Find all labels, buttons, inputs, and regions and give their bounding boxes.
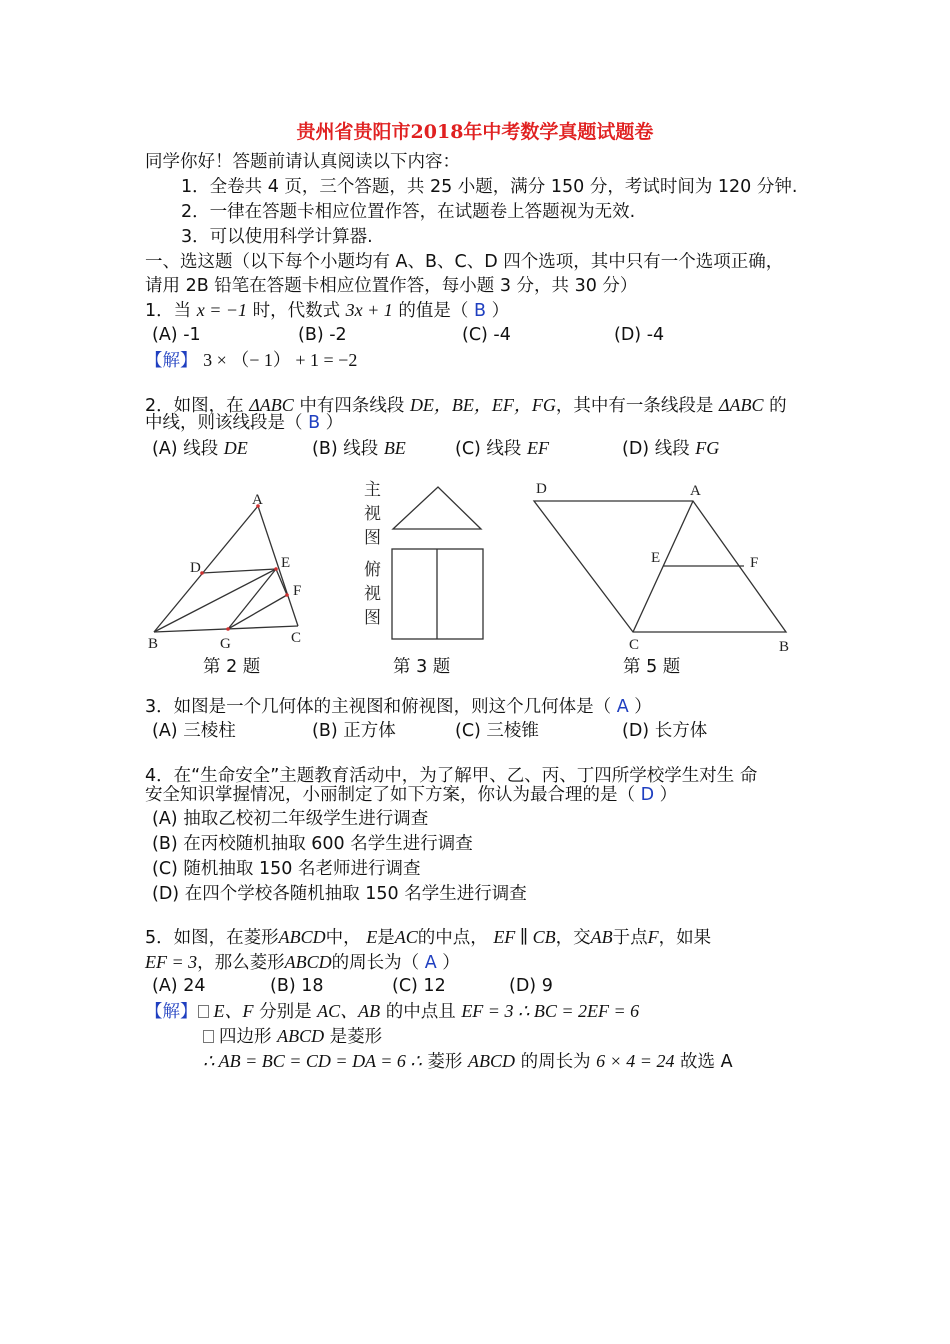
q2-option-c-label: (C) 线段 xyxy=(455,439,522,459)
figure-3 xyxy=(355,475,495,645)
q4-close: ） xyxy=(659,785,678,805)
q5-s2-t1: 四边形 xyxy=(219,1027,272,1047)
q5-solution-label: 【解】 xyxy=(145,1002,198,1022)
intro-greeting: 同学你好！答题前请认真阅读以下内容： xyxy=(145,152,460,172)
q5-s3-t3: 故选 A xyxy=(680,1052,733,1072)
q5-s3-t2: 的周长为 xyxy=(520,1052,591,1072)
q2-end: 的 xyxy=(769,396,787,416)
fig2-seg-be xyxy=(154,569,276,632)
q4-line2: 安全知识掌握情况，小丽制定了如下方案，你认为最合理的是（ xyxy=(145,785,635,805)
q5-s1-math2: AC、AB xyxy=(317,1001,381,1021)
q5-ac: AC xyxy=(394,927,418,947)
q5-ef-cb: EF ∥ CB xyxy=(493,927,556,947)
q3-option-d: (D) 长方体 xyxy=(622,721,708,741)
q2-option-a xyxy=(152,437,248,460)
q5-l1-b: 中， xyxy=(325,928,361,948)
question-5-line1 xyxy=(145,926,711,949)
q1-close: ） xyxy=(491,301,510,321)
q1-answer: B xyxy=(473,301,486,321)
question-3 xyxy=(145,696,652,718)
q3-option-c: (C) 三棱锥 xyxy=(455,721,539,741)
q5-s1-t2: 的中点且 xyxy=(385,1002,456,1022)
fig2-seg-ef xyxy=(276,569,287,595)
q4-option-d: (D) 在四个学校各随机抽取 150 名学生进行调查 xyxy=(152,884,527,904)
figure-5 xyxy=(530,475,800,655)
q4-answer: D xyxy=(640,785,655,805)
fig2-seg-de xyxy=(202,569,276,573)
q5-close: ） xyxy=(442,953,460,973)
fig2-point-g xyxy=(226,627,230,631)
q5-abcd: ABCD xyxy=(278,927,326,947)
missing-glyph-icon xyxy=(203,1030,214,1043)
q5-s3-t1: 菱形 xyxy=(427,1052,463,1072)
q2-answer: B xyxy=(308,413,321,433)
q2-option-b-seg: BE xyxy=(383,438,406,458)
q5-option-b: (B) 18 xyxy=(270,976,324,996)
q1-post: 的值是（ xyxy=(398,301,469,321)
q2-option-a-label: (A) 线段 xyxy=(152,439,219,459)
q5-l1-f: 于点 xyxy=(612,928,648,948)
q2-line2: 中线，则该线段是（ xyxy=(145,413,303,433)
fig2-point-f xyxy=(285,593,289,597)
fig2-label-g: G xyxy=(220,636,231,652)
q2-option-a-seg: DE xyxy=(223,438,248,458)
fig3-caption: 第 3 题 xyxy=(393,657,451,677)
q5-ef-eq: EF = 3 xyxy=(145,952,198,972)
q5-s2-t2: 是菱形 xyxy=(329,1027,383,1047)
fig2-point-e xyxy=(274,567,278,571)
intro-item-3: 3．可以使用科学计算器. xyxy=(181,227,373,247)
q5-option-c: (C) 12 xyxy=(392,976,446,996)
q5-solution-line2 xyxy=(203,1025,382,1048)
question-5-line2 xyxy=(145,951,460,974)
q5-e: E xyxy=(366,927,378,947)
q3-option-a: (A) 三棱柱 xyxy=(152,721,236,741)
q5-answer: A xyxy=(424,953,437,973)
q1-option-c: (C) -4 xyxy=(462,325,511,345)
fig2-label-d: D xyxy=(190,560,201,576)
q5-l1-a: 5．如图，在菱形 xyxy=(145,928,279,948)
q2-option-d-label: (D) 线段 xyxy=(622,439,690,459)
missing-glyph-icon xyxy=(198,1005,209,1018)
question-4-line1: 4．在“生命安全”主题教育活动中，为了解甲、乙、丙、丁四所学校学生对生 命 xyxy=(145,766,758,786)
page-title: 贵州省贵阳市2018年中考数学真题试题卷 xyxy=(296,121,654,143)
q3-close: ） xyxy=(634,697,652,717)
q2-option-d-seg: FG xyxy=(695,438,720,458)
fig2-label-a: A xyxy=(252,492,263,508)
fig2-side-bc xyxy=(154,626,298,632)
fig2-label-e: E xyxy=(281,555,291,571)
q2-triangle-2: ΔABC xyxy=(718,395,764,415)
q3-text: 3．如图是一个几何体的主视图和俯视图，则这个几何体是（ xyxy=(145,697,612,717)
q2-close: ） xyxy=(325,413,344,433)
intro-item-2: 2．一律在答题卡相应位置作答，在试题卷上答题视为无效. xyxy=(181,202,636,222)
fig3-main-view-char-2: 视 xyxy=(364,504,381,523)
fig3-top-view-char-3: 图 xyxy=(364,608,381,627)
fig5-label-e: E xyxy=(651,550,661,566)
fig5-label-d: D xyxy=(536,481,547,497)
q5-l1-g: ，如果 xyxy=(658,928,712,948)
q1-solution xyxy=(145,349,357,372)
question-4-line2 xyxy=(145,784,677,806)
question-2-line2 xyxy=(145,412,343,434)
q4-option-b: (B) 在丙校随机抽取 600 名学生进行调查 xyxy=(152,834,473,854)
q1-option-d: (D) -4 xyxy=(614,325,665,345)
section-heading-line1: 一、选这题（以下每个小题均有 A、B、C、D 四个选项，其中只有一个选项正确， xyxy=(145,252,784,272)
fig3-main-view-triangle xyxy=(393,487,481,529)
q5-s1-math1: E、F xyxy=(213,1001,254,1021)
intro-item-1: 1．全卷共 4 页，三个答题，共 25 小题，满分 150 分，考试时间为 120 分钟. xyxy=(181,177,798,197)
q3-answer: A xyxy=(616,697,629,717)
q5-l2-abcd: ABCD xyxy=(284,952,332,972)
fig5-rhombus xyxy=(534,501,786,632)
q5-ab: AB xyxy=(590,927,613,947)
q2-segments: DE，BE，EF，FG xyxy=(409,395,556,415)
q1-option-a: (A) -1 xyxy=(152,325,201,345)
q2-option-c xyxy=(455,437,549,460)
q5-l2-b: 的周长为（ xyxy=(331,953,420,973)
q5-s3-math3: 6 × 4 = 24 xyxy=(596,1051,675,1071)
q3-option-b: (B) 正方体 xyxy=(312,721,396,741)
q5-option-d: (D) 9 xyxy=(509,976,553,996)
q2-option-c-seg: EF xyxy=(527,438,550,458)
q5-s2-math: ABCD xyxy=(277,1026,325,1046)
q5-l2-a: ，那么菱形 xyxy=(197,953,285,973)
fig2-side-ab xyxy=(154,506,258,632)
q5-s1-t1: 分别是 xyxy=(259,1002,312,1022)
q5-s3-math2: ABCD xyxy=(468,1051,515,1071)
fig2-label-f: F xyxy=(293,583,302,599)
q2-mid: 中有四条线段 xyxy=(299,396,405,416)
q2-option-b-label: (B) 线段 xyxy=(312,439,379,459)
q2-option-d xyxy=(622,437,719,460)
q2-option-b xyxy=(312,437,406,460)
fig3-main-view-char-3: 图 xyxy=(364,528,381,547)
fig5-caption: 第 5 题 xyxy=(623,657,681,677)
q1-solution-expr: 3 × （− 1） + 1 = −2 xyxy=(203,350,358,370)
fig5-label-a: A xyxy=(690,483,701,499)
q1-condition: x = −1 xyxy=(196,300,248,320)
fig5-label-b: B xyxy=(779,639,790,655)
q5-f: F xyxy=(647,927,659,947)
fig2-seg-ge xyxy=(228,569,276,629)
q2-post: ，其中有一条线段是 xyxy=(555,396,714,416)
q1-mid: 时，代数式 xyxy=(252,301,341,321)
q1-expression: 3x + 1 xyxy=(345,300,393,320)
fig2-caption: 第 2 题 xyxy=(203,657,261,677)
fig5-label-f: F xyxy=(750,555,759,571)
q1-option-b: (B) -2 xyxy=(298,325,347,345)
q1-solution-label: 【解】 xyxy=(145,351,198,371)
q2-triangle: ΔABC xyxy=(249,395,294,415)
q5-solution-line1 xyxy=(145,1000,639,1023)
question-1 xyxy=(145,299,509,322)
q5-l1-d: 的中点， xyxy=(417,928,488,948)
q5-l1-c: 是 xyxy=(377,928,395,948)
fig3-main-view-char-1: 主 xyxy=(364,480,381,499)
fig5-label-c: C xyxy=(629,637,640,653)
section-heading-line2: 请用 2B 铅笔在答题卡相应位置作答，每小题 3 分，共 30 分） xyxy=(145,276,638,296)
fig2-label-b: B xyxy=(148,636,159,652)
fig3-top-view-char-2: 视 xyxy=(364,584,381,603)
q2-pre: 2．如图，在 xyxy=(145,396,244,416)
q5-s1-math3: EF = 3 ∴ BC = 2EF = 6 xyxy=(461,1001,640,1021)
figure-2 xyxy=(140,490,320,660)
q5-l1-e: ，交 xyxy=(555,928,591,948)
q1-pre: 1．当 xyxy=(145,301,192,321)
q5-solution-line3 xyxy=(203,1050,733,1073)
q5-option-a: (A) 24 xyxy=(152,976,206,996)
fig3-top-view-char-1: 俯 xyxy=(364,560,381,579)
q4-option-c: (C) 随机抽取 150 名老师进行调查 xyxy=(152,859,421,879)
q4-option-a: (A) 抽取乙校初二年级学生进行调查 xyxy=(152,809,429,829)
fig2-seg-fg xyxy=(228,595,287,629)
fig2-label-c: C xyxy=(291,630,302,646)
q5-s3-math1: ∴ AB = BC = CD = DA = 6 ∴ xyxy=(203,1051,422,1071)
